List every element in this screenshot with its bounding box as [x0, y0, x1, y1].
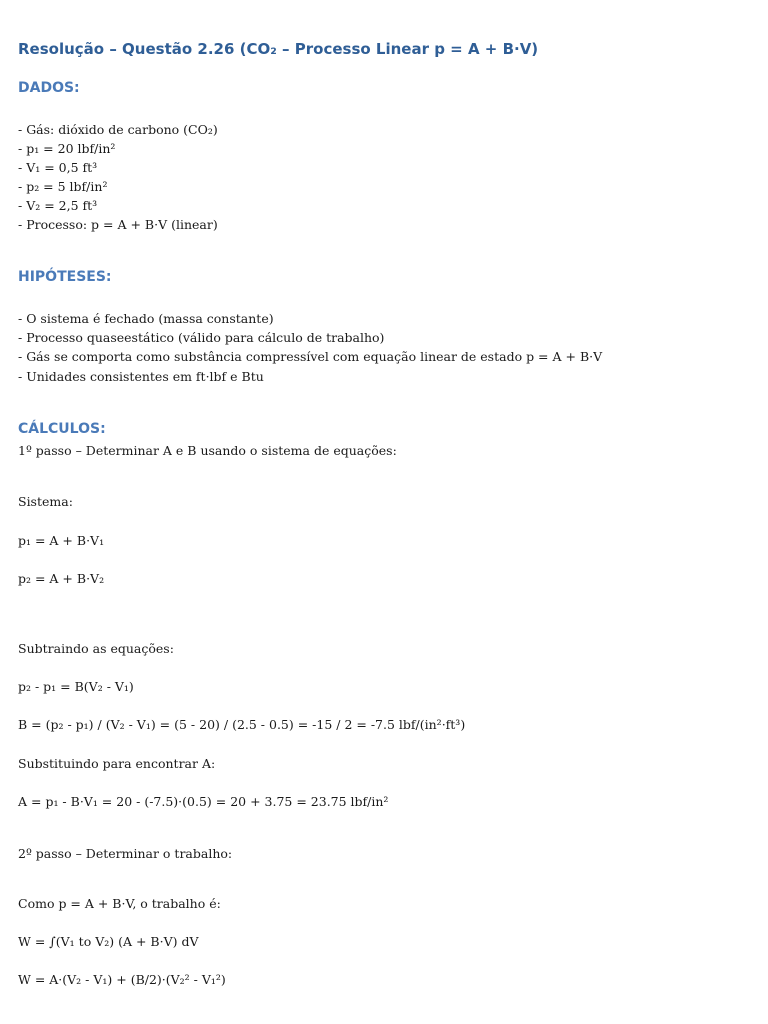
equation-a: A = p₁ - B·V₁ = 20 - (-7.5)·(0.5) = 20 + 3.75 = 23.75 lbf/in² — [18, 794, 389, 809]
hipoteses-heading: HIPÓTESES: — [18, 269, 112, 285]
dados-item: - Processo: p = A + B·V (linear) — [18, 217, 218, 232]
calculos-subtract-label: Subtraindo as equações: — [18, 641, 174, 656]
hipoteses-item: - Unidades consistentes em ft·lbf e Btu — [18, 369, 264, 384]
equation-p1: p₁ = A + B·V₁ — [18, 533, 105, 548]
dados-item: - p₁ = 20 lbf/in² — [18, 141, 116, 156]
hipoteses-item: - O sistema é fechado (massa constante) — [18, 311, 274, 326]
equation-work-result: W = A·(V₂ - V₁) + (B/2)·(V₂² - V₁²) — [18, 972, 226, 987]
calculos-substitute-label: Substituindo para encontrar A: — [18, 756, 216, 771]
calculos-work-intro: Como p = A + B·V, o trabalho é: — [18, 896, 221, 911]
equation-b: B = (p₂ - p₁) / (V₂ - V₁) = (5 - 20) / (2.5 - 0.5) = -15 / 2 = -7.5 lbf/(in²·ft³) — [18, 717, 466, 732]
calculos-heading: CÁLCULOS: — [18, 421, 106, 437]
document-page — [18, 0, 758, 1024]
dados-heading: DADOS: — [18, 80, 80, 96]
calculos-step-one: 1º passo – Determinar A e B usando o sistema de equações: — [18, 443, 397, 458]
hipoteses-item: - Processo quaseestático (válido para cálculo de trabalho) — [18, 330, 385, 345]
equation-p2: p₂ = A + B·V₂ — [18, 571, 105, 586]
equation-difference: p₂ - p₁ = B(V₂ - V₁) — [18, 679, 134, 694]
calculos-system-label: Sistema: — [18, 494, 73, 509]
dados-item: - V₁ = 0,5 ft³ — [18, 160, 98, 175]
hipoteses-item: - Gás se comporta como substância compressível com equação linear de estado p = A + B·V — [18, 349, 603, 364]
dados-item: - p₂ = 5 lbf/in² — [18, 179, 108, 194]
calculos-step-two: 2º passo – Determinar o trabalho: — [18, 846, 233, 861]
document-title: Resolução – Questão 2.26 (CO₂ – Processo Linear p = A + B·V) — [18, 40, 539, 58]
dados-item: - V₂ = 2,5 ft³ — [18, 198, 98, 213]
dados-item: - Gás: dióxido de carbono (CO₂) — [18, 122, 218, 137]
equation-work-integral: W = ∫(V₁ to V₂) (A + B·V) dV — [18, 934, 199, 949]
